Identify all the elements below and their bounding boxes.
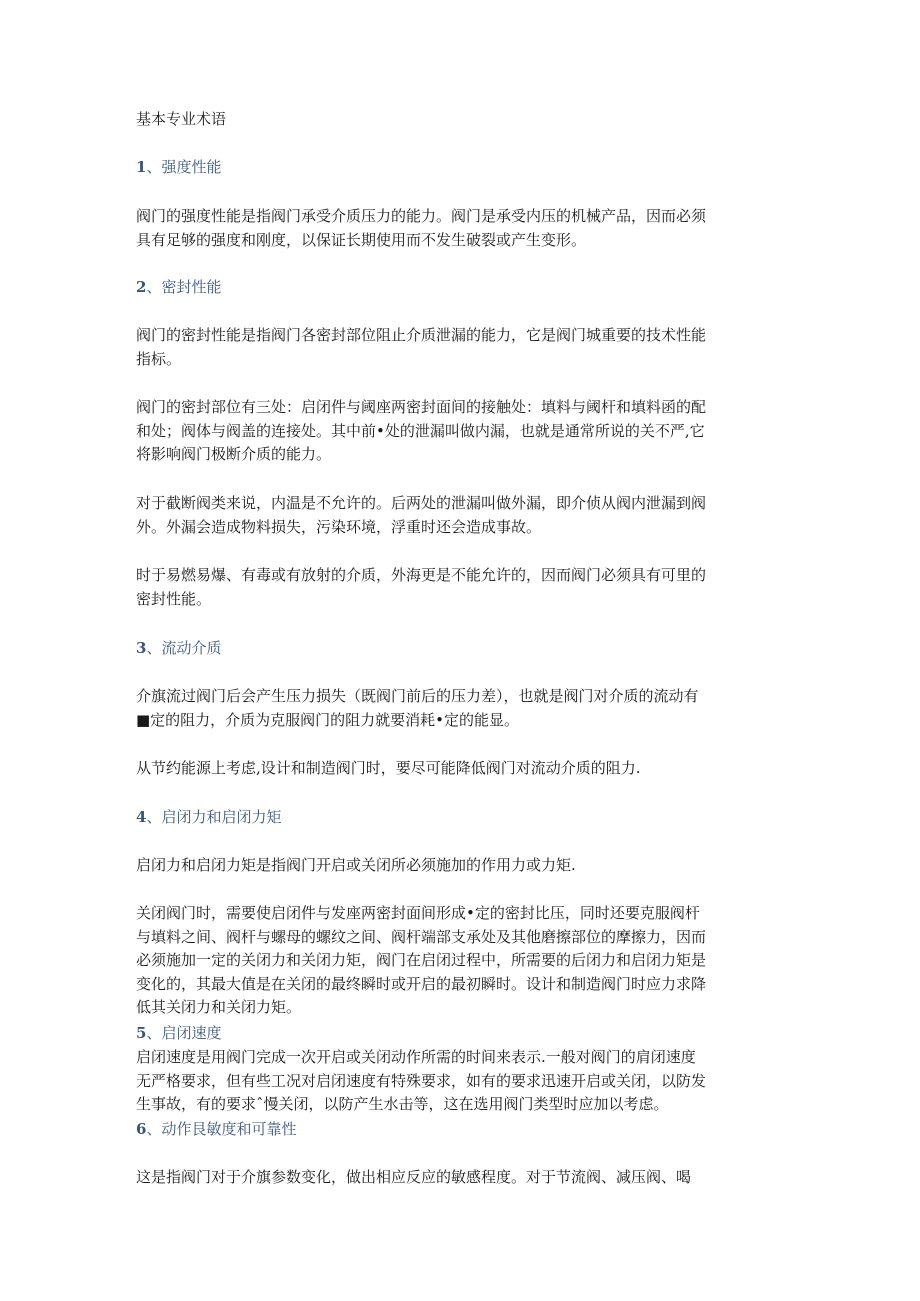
section-number: 6 [136,1120,147,1138]
paragraph: 启闭力和启闭力矩是指阀门开启或关闭所必须施加的作用力或力矩. [136,856,576,874]
section-heading-3 [136,637,786,661]
paragraph: 阀门的密封部位有三处：启闭件与阈座两密封面间的接触处：填料与阈杆和填料函的配 和处；阀体与阀盖的连接处。其中前•处的泄漏叫做内漏，也就是通常所说的关不严,它 将影响阀门极断介质的能力。 [136,398,707,463]
paragraph: 这是指阀门对于介旗参数变化，做出相应反应的敏感程度。对于节流阀、减压阀、喝 [136,1168,692,1186]
paragraph: 阀门的密封性能是指阀门各密封部位阻止介质泄漏的能力，它是阀门城重要的技术性能 指标。 [136,326,707,368]
paragraph: 关闭阀门时，需要使启闭件与发座两密封面间形成•定的密封比压，同时还要克服阀杆 与填料之间、阀杆与螺母的螺纹之间、阀杆端部支承处及其他磨擦部位的摩擦力，因而 必须施加一定的关闭力和关闭力矩，阀门在启闭过程中，所需要的后闭力和启闭力矩是 变化的，其最大值是在关闭的最终瞬时或开启的最初瞬时。设计和制造阀门时应力求降 低其关闭力和关闭力矩。 [136,904,707,1016]
section-title: 、强度性能 [146,158,222,176]
paragraph: 对于截断阀类来说，内温是不允许的。后两处的泄漏叫做外漏，即介侦从阀内泄漏到阀 外。外漏会造成物料损失，污染环境，浮重时还会造成事故。 [136,494,707,536]
section-number: 3 [136,639,147,657]
document-title: 基本专业术语 [136,110,227,128]
section-heading-5 [136,1022,786,1046]
paragraph: 介旗流过阀门后会产生压力损失（既阀门前后的压力差），也就是阀门对介质的流动有 ■定的阻力，介质为克服阀门的阻力就要消耗•定的能显。 [136,687,699,729]
section-title: 、启闭速度 [146,1024,222,1042]
section-heading-4 [136,806,786,830]
section-number: 5 [136,1024,147,1042]
paragraph: 时于易燃易爆、有毒或有放射的介质，外海更是不能允许的，因而阀门必须具有可里的 密封性能。 [136,566,707,608]
section-title: 、启闭力和启闭力矩 [146,808,282,826]
section-title: 、密封性能 [146,278,222,296]
section-heading-2 [136,276,786,300]
section-number: 2 [136,278,147,296]
section-title: 、流动介质 [146,639,222,657]
section-number: 4 [136,808,147,826]
section-number: 1 [136,158,147,176]
paragraph: 阀门的强度性能是指阀门承受介质压力的能力。阀门是承受内压的机械产品，因而必须 具有足够的强度和刚度，以保证长期使用而不发生破裂或产生变形。 [136,207,707,249]
section-heading-6 [136,1118,786,1142]
section-title: 、动作艮敏度和可靠性 [146,1120,297,1138]
section-heading-1 [136,156,786,180]
paragraph: 启闭速度是用阀门完成一次开启或关闭动作所需的时间来表示.一般对阀门的肩闭速度 无严格要求，但有些工况对启闭速度有特殊要求，如有的要求迅速开启或关闭，以防发 生事故，有的要求ˆ慢关闭，以防产生水击等，这在选用阀门类型时应加以考虑。 [136,1048,707,1113]
paragraph: 从节约能源上考虑,设计和制造阀门时，要尽可能降低阀门对流动介质的阻力. [136,759,641,777]
